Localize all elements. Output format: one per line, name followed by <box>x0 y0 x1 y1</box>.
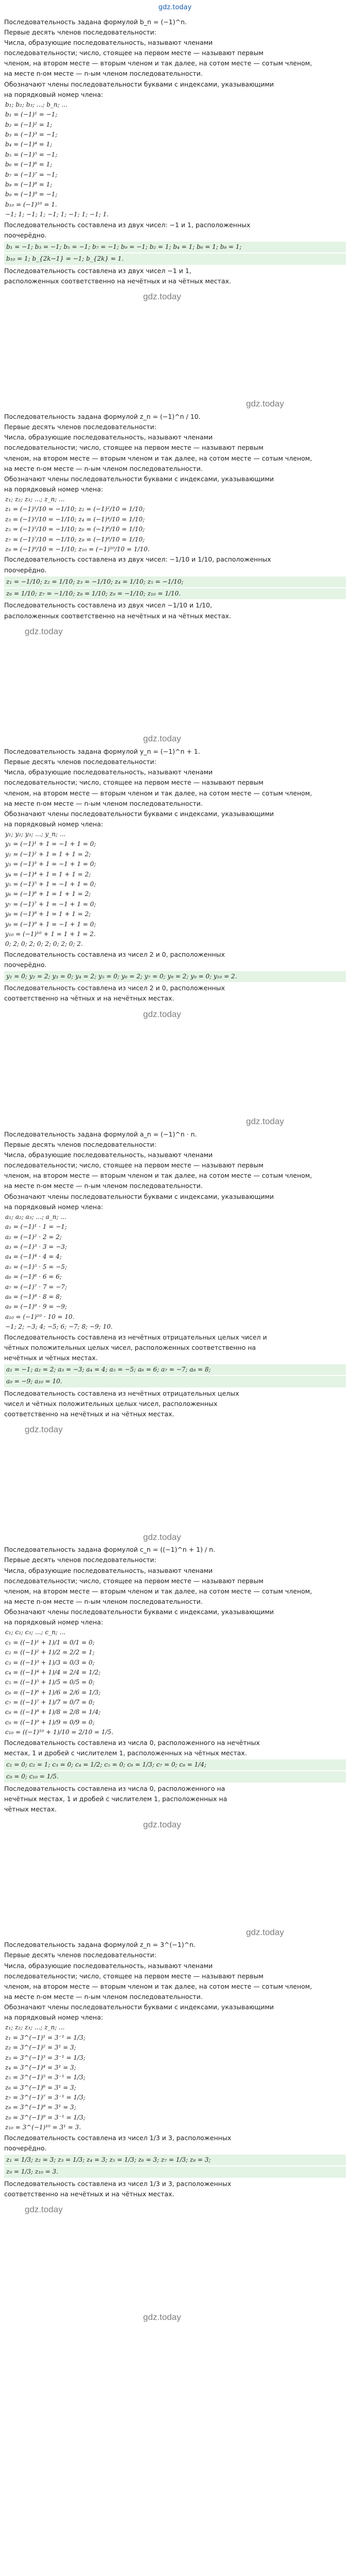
answer-line: y₁ = 0; y₂ = 2; y₃ = 0; y₄ = 2; y₅ = 0; y₆ = 2; y₇ = 0; y₈ = 2; y₉ = 0; y₁₀ = 2. <box>4 971 346 982</box>
formula-line: z₆ = 3^(−1)⁶ = 3¹ = 3; <box>5 2083 76 2091</box>
text-line: членом, на втором месте — вторым членом и так далее, на сотом месте — сотым членом, <box>4 1172 312 1180</box>
answer-line: z₁ = 1/3; z₂ = 3; z₃ = 1/3; z₄ = 3; z₅ = 1/3; z₆ = 3; z₇ = 1/3; z₈ = 3; <box>4 2155 346 2165</box>
formula-line: c₁₀ = ((−1)¹⁰ + 1)/10 = 2/10 = 1/5. <box>5 1728 114 1736</box>
text-line: Последовательность составлена из двух чисел −1 и 1, <box>4 266 191 275</box>
text-line: Обозначают члены последовательности буквами с индексами, указывающими <box>4 474 274 483</box>
formula-line: b₉ = (−1)⁹ = −1; <box>5 191 58 198</box>
section-gap <box>4 304 346 397</box>
text-line: Числа, образующие последовательность, называют членами <box>4 433 213 442</box>
watermark-text: gdz.today <box>25 1425 63 1435</box>
solution-content <box>4 17 346 2325</box>
text-line: чётных местах. <box>4 1805 57 1813</box>
text-line: расположенных соответственно на нечётных и на чётных местах. <box>4 612 231 620</box>
text-line: Первые десять членов последовательности: <box>4 1951 156 1959</box>
formula-line: b₅ = (−1)⁵ = −1; <box>5 150 58 158</box>
text-line: чётных положительных целых чисел, расположенных соответственно на <box>4 1343 256 1351</box>
text-line: местах, 1 и дробей с числителем 1, расположенных на чётных местах. <box>4 1749 247 1757</box>
text-line: Последовательность составлена из числа 0, расположенного на <box>4 1784 225 1792</box>
text-line: поочерёдно. <box>4 2144 47 2152</box>
formula-line: y₅ = (−1)⁵ + 1 = −1 + 1 = 0; <box>5 880 96 888</box>
formula-line: y₁ = (−1)¹ + 1 = −1 + 1 = 0; <box>5 840 96 848</box>
text-line: поочерёдно. <box>4 566 47 574</box>
text-line: Обозначают члены последовательности буквами с индексами, указывающими <box>4 1608 274 1616</box>
text-line: Последовательность составлена из двух чисел −1/10 и 1/10, <box>4 601 212 609</box>
text-line: последовательности; число, стоящее на первом месте — называют первым <box>4 1161 264 1170</box>
section-gap <box>4 639 346 732</box>
formula-line: y₃ = (−1)³ + 1 = −1 + 1 = 0; <box>5 860 96 868</box>
text-line: Числа, образующие последовательность, называют членами <box>4 1151 213 1159</box>
text-line: нечётных местах, 1 и дробей с числителем 1, расположенных на <box>4 1794 227 1803</box>
text-line: Последовательность составлена из чисел 2 и 0, расположенных <box>4 984 225 992</box>
answer-line: c₉ = 0; c₁₀ = 1/5. <box>4 1771 346 1782</box>
formula-line: z₁₀ = 3^(−1)¹⁰ = 3¹ = 3. <box>5 2124 81 2131</box>
answer-line: z₁ = −1/10; z₂ = 1/10; z₃ = −1/10; z₄ = 1/10; z₅ = −1/10; <box>4 577 346 587</box>
text-line: на порядковый номер члена: <box>4 1202 103 1211</box>
formula-line: −1; 1; −1; 1; −1; 1; −1; 1; −1; 1. <box>5 211 109 218</box>
text-line: Числа, образующие последовательность, называют членами <box>4 1961 213 1970</box>
text-line: на месте n-ом месте — n-ым членом последовательности. <box>4 1182 203 1190</box>
formula-line: b₄ = (−1)⁴ = 1; <box>5 141 52 148</box>
formula-line: z₂ = 3^(−1)² = 3¹ = 3; <box>5 2044 76 2052</box>
formula-line: z₃ = 3^(−1)³ = 3⁻¹ = 1/3; <box>5 2054 85 2061</box>
text-line: расположенных соответственно на нечётных и на чётных местах. <box>4 277 231 285</box>
text-line: чисел и чётных положительных целых чисел, расположенных <box>4 1399 218 1408</box>
formula-line: c₄ = ((−1)⁴ + 1)/4 = 2/4 = 1/2; <box>5 1668 101 1676</box>
formula-line: a₉ = (−1)⁹ · 9 = −9; <box>5 1303 67 1311</box>
text-line: Последовательность составлена из числа 0, расположенного на нечётных <box>4 1738 260 1747</box>
text-line: Последовательность задана формулой a_n = (−1)^n · n. <box>4 1130 197 1138</box>
formula-line: c₆ = ((−1)⁶ + 1)/6 = 2/6 = 1/3; <box>5 1688 101 1696</box>
text-line: Последовательность составлена из чисел 1/3 и 3, расположенных <box>4 2179 232 2188</box>
section-gap <box>4 1833 346 1925</box>
section-gap <box>4 1022 346 1114</box>
text-line: членом, на втором месте — вторым членом и так далее, на сотом месте — сотым членом, <box>4 1587 312 1595</box>
text-line: на месте n-ом месте — n-ым членом последовательности. <box>4 70 203 78</box>
formula-line: z₁ = (−1)¹/10 = −1/10; z₂ = (−1)²/10 = 1/10; <box>5 505 145 513</box>
answer-line: c₁ = 0; c₂ = 1; c₃ = 0; c₄ = 1/2; c₅ = 0; c₆ = 1/3; c₇ = 0; c₈ = 1/4; <box>4 1759 346 1770</box>
text-line: последовательности; число, стоящее на первом месте — называют первым <box>4 778 264 787</box>
text-line: Последовательность задана формулой z_n = 3^(−1)^n. <box>4 1941 196 1949</box>
section-gap <box>4 2217 346 2310</box>
watermark-text: gdz.today <box>25 2204 63 2214</box>
text-line: членом, на втором месте — вторым членом и так далее, на сотом месте — сотым членом, <box>4 1982 312 1990</box>
text-line: на порядковый номер члена: <box>4 2013 103 2022</box>
text-line: Числа, образующие последовательность, называют членами <box>4 1566 213 1574</box>
text-line: Обозначают члены последовательности буквами с индексами, указывающими <box>4 80 274 88</box>
formula-line: c₅ = ((−1)⁵ + 1)/5 = 0/5 = 0; <box>5 1679 95 1686</box>
task-section <box>4 1129 346 1419</box>
formula-line: c₈ = ((−1)⁸ + 1)/8 = 2/8 = 1/4; <box>5 1708 101 1716</box>
formula-line: z₇ = 3^(−1)⁷ = 3⁻¹ = 1/3; <box>5 2094 85 2102</box>
task-section <box>4 1545 346 1815</box>
text-line: на порядковый номер члена: <box>4 1618 103 1626</box>
text-line: Последовательность составлена из двух чисел: −1 и 1, расположенных <box>4 221 251 229</box>
text-line: Обозначают члены последовательности буквами с индексами, указывающими <box>4 2003 274 2011</box>
formula-line: z₃ = (−1)³/10 = −1/10; z₄ = (−1)⁴/10 = 1/10; <box>5 515 145 523</box>
text-line: на порядковый номер члена: <box>4 90 103 98</box>
formula-line: y₇ = (−1)⁷ + 1 = −1 + 1 = 0; <box>5 900 96 908</box>
text-line: на месте n-ом месте — n-ым членом последовательности. <box>4 1992 203 2001</box>
text-line: на порядковый номер члена: <box>4 485 103 493</box>
formula-line: z₁ = 3^(−1)¹ = 3⁻¹ = 1/3; <box>5 2033 85 2041</box>
text-line: Последовательность составлена из чисел 2 и 0, расположенных <box>4 950 225 958</box>
text-line: соответственно на чётных и на нечётных местах. <box>4 994 174 1003</box>
formula-line: c₂ = ((−1)² + 1)/2 = 2/2 = 1; <box>5 1649 95 1656</box>
formula-line: a₆ = (−1)⁶ · 6 = 6; <box>5 1273 62 1281</box>
formula-line: c₁; c₂; c₃; ...; c_n; ... <box>5 1629 66 1636</box>
answer-line: a₉ = −9; a₁₀ = 10. <box>4 1376 346 1387</box>
formula-line: y₁₀ = (−1)¹⁰ + 1 = 1 + 1 = 2. <box>5 930 96 938</box>
formula-line: b₁; b₂; b₃; ...; b_n; ... <box>5 100 68 108</box>
text-line: Первые десять членов последовательности: <box>4 1140 156 1148</box>
formula-line: c₃ = ((−1)³ + 1)/3 = 0/3 = 0; <box>5 1658 95 1666</box>
text-line: Первые десять членов последовательности: <box>4 758 156 766</box>
watermark-text: gdz.today <box>143 291 181 301</box>
answer-line: b₁₀ = 1; b_{2k−1} = −1; b_{2k} = 1. <box>4 253 346 264</box>
text-line: Последовательность задана формулой y_n = (−1)^n + 1. <box>4 748 200 755</box>
formula-line: a₂ = (−1)² · 2 = 2; <box>5 1233 62 1241</box>
formula-line: z₅ = 3^(−1)⁵ = 3⁻¹ = 1/3; <box>5 2074 85 2081</box>
formula-line: y₂ = (−1)² + 1 = 1 + 1 = 2; <box>5 850 91 858</box>
text-line: Последовательность задана формулой b_n = (−1)^n. <box>4 18 187 26</box>
text-line: соответственно на нечётных и на чётных местах. <box>4 2190 174 2198</box>
text-line: последовательности; число, стоящее на первом месте — называют первым <box>4 1577 264 1585</box>
text-line: соответственно на нечётных и на чётных местах. <box>4 1410 174 1418</box>
text-line: поочерёдно. <box>4 231 47 239</box>
formula-line: y₉ = (−1)⁹ + 1 = −1 + 1 = 0; <box>5 920 96 928</box>
site-header[interactable]: gdz.today <box>158 4 192 11</box>
watermark-text: gdz.today <box>143 734 181 744</box>
formula-line: b₃ = (−1)³ = −1; <box>5 131 58 139</box>
watermark-text: gdz.today <box>246 1927 284 1937</box>
text-line: поочерёдно. <box>4 960 47 969</box>
task-section <box>4 747 346 1004</box>
formula-line: b₇ = (−1)⁷ = −1; <box>5 171 58 178</box>
answer-line: z₉ = 1/3; z₁₀ = 3. <box>4 2166 346 2177</box>
formula-line: 0; 2; 0; 2; 0; 2; 0; 2; 0; 2. <box>5 940 83 948</box>
text-line: на порядковый номер члена: <box>4 820 103 828</box>
text-line: членом, на втором месте — вторым членом и так далее, на сотом месте — сотым членом, <box>4 454 312 462</box>
formula-line: a₈ = (−1)⁸ · 8 = 8; <box>5 1293 62 1300</box>
text-line: Последовательность задана формулой z_n = (−1)^n / 10. <box>4 413 201 421</box>
formula-line: b₈ = (−1)⁸ = 1; <box>5 180 52 188</box>
watermark-text: gdz.today <box>246 399 284 409</box>
answer-line: z₆ = 1/10; z₇ = −1/10; z₈ = 1/10; z₉ = −1/10; z₁₀ = 1/10. <box>4 588 346 599</box>
formula-line: a₃ = (−1)³ · 3 = −3; <box>5 1243 67 1251</box>
formula-line: b₆ = (−1)⁶ = 1; <box>5 161 52 168</box>
formula-line: −1; 2; −3; 4; −5; 6; −7; 8; −9; 10. <box>5 1323 113 1331</box>
text-line: Первые десять членов последовательности: <box>4 1556 156 1564</box>
formula-line: a₄ = (−1)⁴ · 4 = 4; <box>5 1253 62 1261</box>
watermark-text: gdz.today <box>143 1532 181 1542</box>
text-line: Числа, образующие последовательность, называют членами <box>4 39 213 47</box>
text-line: последовательности; число, стоящее на первом месте — называют первым <box>4 49 264 57</box>
text-line: Последовательность составлена из нечётных отрицательных целых <box>4 1389 239 1397</box>
text-line: на месте n-ом месте — n-ым членом последовательности. <box>4 464 203 472</box>
formula-line: z₉ = (−1)⁹/10 = −1/10; z₁₀ = (−1)¹⁰/10 = 1/10. <box>5 546 150 553</box>
answer-line: b₁ = −1; b₃ = −1; b₅ = −1; b₇ = −1; b₉ = −1; b₂ = 1; b₄ = 1; b₆ = 1; b₈ = 1; <box>4 242 346 252</box>
formula-line: y₆ = (−1)⁶ + 1 = 1 + 1 = 2; <box>5 890 91 898</box>
watermark-text: gdz.today <box>143 2312 181 2322</box>
watermark-text: gdz.today <box>143 1009 181 1019</box>
formula-line: a₇ = (−1)⁷ · 7 = −7; <box>5 1283 67 1291</box>
formula-line: b₁₀ = (−1)¹⁰ = 1. <box>5 200 57 208</box>
formula-line: z₉ = 3^(−1)⁹ = 3⁻¹ = 1/3; <box>5 2113 85 2121</box>
text-line: Последовательность задана формулой c_n = ((−1)^n + 1) / n. <box>4 1546 216 1554</box>
section-gap <box>4 1437 346 1530</box>
text-line: Первые десять членов последовательности: <box>4 28 156 36</box>
text-line: Обозначают члены последовательности буквами с индексами, указывающими <box>4 1192 274 1200</box>
text-line: на месте n-ом месте — n-ым членом последовательности. <box>4 799 203 807</box>
formula-line: a₁ = (−1)¹ · 1 = −1; <box>5 1223 67 1231</box>
formula-line: z₅ = (−1)⁵/10 = −1/10; z₆ = (−1)⁶/10 = 1/10; <box>5 526 145 533</box>
formula-line: b₂ = (−1)² = 1; <box>5 121 52 128</box>
formula-line: c₇ = ((−1)⁷ + 1)/7 = 0/7 = 0; <box>5 1699 95 1706</box>
task-section <box>4 17 346 286</box>
text-line: Обозначают члены последовательности буквами с индексами, указывающими <box>4 809 274 818</box>
formula-line: z₁; z₂; z₃; ...; z_n; ... <box>5 2024 65 2031</box>
text-line: Последовательность составлена из двух чисел: −1/10 и 1/10, расположенных <box>4 555 271 564</box>
text-line: нечётных и чётных местах. <box>4 1353 98 1362</box>
formula-line: b₁ = (−1)¹ = −1; <box>5 111 58 118</box>
text-line: на месте n-ом месте — n-ым членом последовательности. <box>4 1597 203 1605</box>
formula-line: y₁; y₂; y₃; ...; y_n; ... <box>5 831 66 838</box>
text-line: последовательности; число, стоящее на первом месте — называют первым <box>4 1972 264 1980</box>
formula-line: z₇ = (−1)⁷/10 = −1/10; z₈ = (−1)⁸/10 = 1/10; <box>5 535 145 543</box>
task-section <box>4 1940 346 2199</box>
formula-line: a₁; a₂; a₃; ...; a_n; ... <box>5 1213 66 1221</box>
formula-line: y₈ = (−1)⁸ + 1 = 1 + 1 = 2; <box>5 910 91 918</box>
text-line: членом, на втором месте — вторым членом и так далее, на сотом месте — сотым членом, <box>4 59 312 67</box>
formula-line: a₁₀ = (−1)¹⁰ · 10 = 10. <box>5 1313 75 1320</box>
text-line: Числа, образующие последовательность, называют членами <box>4 768 213 776</box>
text-line: Последовательность составлена из нечётных отрицательных целых чисел и <box>4 1333 267 1341</box>
formula-line: c₉ = ((−1)⁹ + 1)/9 = 0/9 = 0; <box>5 1718 95 1726</box>
text-line: членом, на втором месте — вторым членом и так далее, на сотом месте — сотым членом, <box>4 789 312 797</box>
watermark-text: gdz.today <box>246 1116 284 1127</box>
formula-line: a₅ = (−1)⁵ · 5 = −5; <box>5 1263 67 1270</box>
text-line: Первые десять членов последовательности: <box>4 423 156 431</box>
watermark-text: gdz.today <box>25 626 63 636</box>
watermark-text: gdz.today <box>143 1820 181 1830</box>
task-section <box>4 412 346 621</box>
formula-line: z₈ = 3^(−1)⁸ = 3¹ = 3; <box>5 2104 76 2111</box>
formula-line: c₁ = ((−1)¹ + 1)/1 = 0/1 = 0; <box>5 1638 95 1646</box>
formula-line: z₁; z₂; z₃; ...; z_n; ... <box>5 496 65 503</box>
formula-line: z₄ = 3^(−1)⁴ = 3¹ = 3; <box>5 2063 76 2071</box>
answer-line: a₁ = −1; a₂ = 2; a₃ = −3; a₄ = 4; a₅ = −5; a₆ = 6; a₇ = −7; a₈ = 8; <box>4 1364 346 1375</box>
text-line: последовательности; число, стоящее на первом месте — называют первым <box>4 444 264 452</box>
formula-line: y₄ = (−1)⁴ + 1 = 1 + 1 = 2; <box>5 870 91 878</box>
text-line: Последовательность составлена из чисел 1/3 и 3, расположенных <box>4 2133 232 2142</box>
